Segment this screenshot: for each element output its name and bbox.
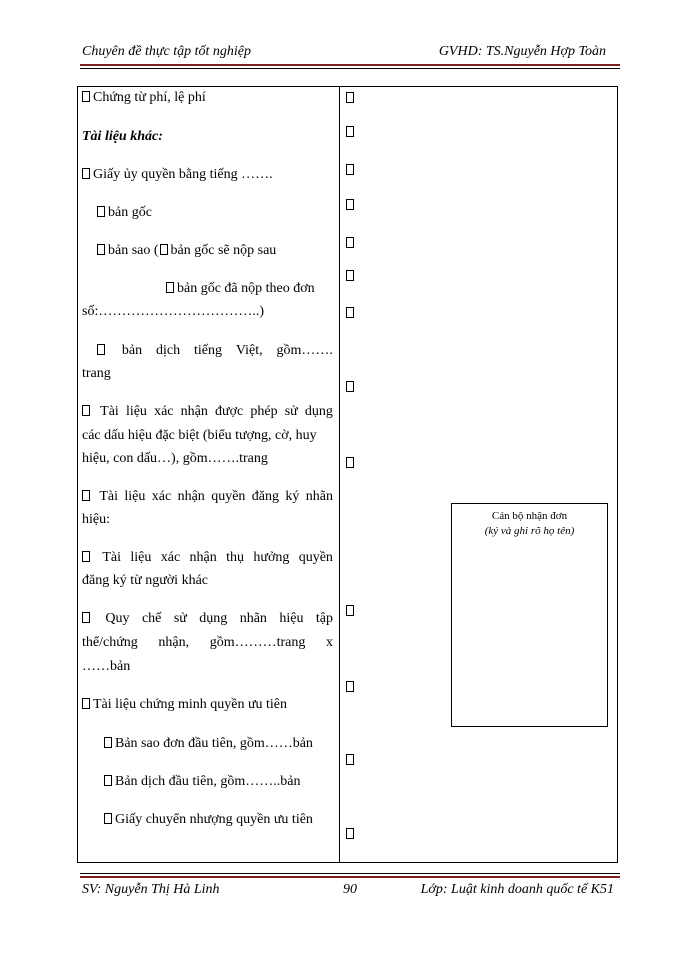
header-rule-thick	[80, 64, 620, 66]
checkbox-icon[interactable]	[97, 206, 105, 217]
checkbox-icon[interactable]	[160, 244, 168, 255]
checkbox-icon[interactable]	[346, 605, 354, 616]
item-transfer: Tài liệu xác nhận thụ hưởng quyền	[82, 548, 333, 568]
checkbox-icon[interactable]	[82, 405, 90, 416]
item-reg-right: Tài liệu xác nhận quyền đăng ký nhãn	[82, 487, 333, 507]
checkbox-icon[interactable]	[104, 813, 112, 824]
item-regulation-2: thể/chứng nhận, gồm………trang x	[82, 635, 333, 650]
item-priority-translation: Bản dịch đầu tiên, gồm……..bản	[104, 772, 300, 792]
item-power-of-attorney: Giấy ủy quyền bằng tiếng …….	[82, 165, 273, 185]
checkbox-icon[interactable]	[82, 551, 90, 562]
footer-class: Lớp: Luật kinh doanh quốc tế K51	[420, 882, 614, 897]
checkbox-icon[interactable]	[346, 457, 354, 468]
checkbox-icon[interactable]	[346, 381, 354, 392]
checkbox-icon[interactable]	[346, 237, 354, 248]
checkbox-icon[interactable]	[82, 490, 90, 501]
item-regulation-3: ……bản	[82, 659, 131, 674]
item-translation: bản dịch tiếng Việt, gồm…….	[97, 341, 333, 361]
item-copy: bản sao ( bản gốc sẽ nộp sau	[97, 241, 276, 261]
item-original: bản gốc	[97, 203, 152, 223]
checkbox-icon[interactable]	[82, 612, 90, 623]
header-right: GVHD: TS.Nguyễn Hợp Toàn	[438, 44, 606, 59]
checkbox-icon[interactable]	[82, 91, 90, 102]
checkbox-icon[interactable]	[346, 92, 354, 103]
item-regulation: Quy chế sử dụng nhãn hiệu tập	[82, 609, 333, 629]
item-special-signs-3: hiệu, con dấu…), gồm…….trang	[82, 451, 268, 466]
checkbox-icon[interactable]	[82, 168, 90, 179]
item-reg-right-2: hiệu:	[82, 512, 110, 527]
item-priority-transfer: Giấy chuyển nhượng quyền ưu tiên	[104, 810, 313, 830]
page-number: 90	[343, 882, 357, 897]
column-divider	[339, 86, 340, 863]
item-translation-2: trang	[82, 366, 111, 381]
item-original-submitted: bản gốc đã nộp theo đơn	[166, 279, 315, 299]
item-original-submitted-no: số:……………………………..)	[82, 304, 264, 319]
item-priority: Tài liệu chứng minh quyền ưu tiên	[82, 695, 287, 715]
item-priority-copy: Bản sao đơn đầu tiên, gồm……bản	[104, 734, 313, 754]
checkbox-icon[interactable]	[82, 698, 90, 709]
checkbox-icon[interactable]	[97, 344, 105, 355]
header-left: Chuyên đề thực tập tốt nghiệp	[82, 44, 251, 59]
checkbox-icon[interactable]	[346, 126, 354, 137]
footer-student: SV: Nguyễn Thị Hà Linh	[82, 882, 220, 897]
checkbox-icon[interactable]	[104, 737, 112, 748]
checkbox-icon[interactable]	[346, 754, 354, 765]
header-rule-thin	[80, 68, 620, 69]
checkbox-icon[interactable]	[346, 199, 354, 210]
checkbox-icon[interactable]	[346, 164, 354, 175]
checkbox-icon[interactable]	[346, 828, 354, 839]
footer-rule-thin	[80, 873, 620, 874]
receiver-subtitle: (ký và ghi rõ họ tên)	[484, 525, 575, 537]
checkbox-icon[interactable]	[346, 681, 354, 692]
item-fee-docs: Chứng từ phí, lệ phí	[82, 88, 206, 108]
receiver-signature-box	[451, 503, 608, 727]
item-transfer-2: đăng ký từ người khác	[82, 573, 208, 588]
checkbox-icon[interactable]	[346, 307, 354, 318]
footer-rule-thick	[80, 876, 620, 878]
checkbox-icon[interactable]	[346, 270, 354, 281]
item-special-signs-2: các dấu hiệu đặc biệt (biểu tượng, cờ, huy	[82, 428, 317, 443]
receiver-title: Cán bộ nhận đơn	[491, 510, 568, 522]
checkbox-icon[interactable]	[166, 282, 174, 293]
other-docs-heading: Tài liệu khác:	[82, 129, 163, 144]
checkbox-icon[interactable]	[97, 244, 105, 255]
item-special-signs: Tài liệu xác nhận được phép sử dụng	[82, 402, 333, 422]
checkbox-icon[interactable]	[104, 775, 112, 786]
